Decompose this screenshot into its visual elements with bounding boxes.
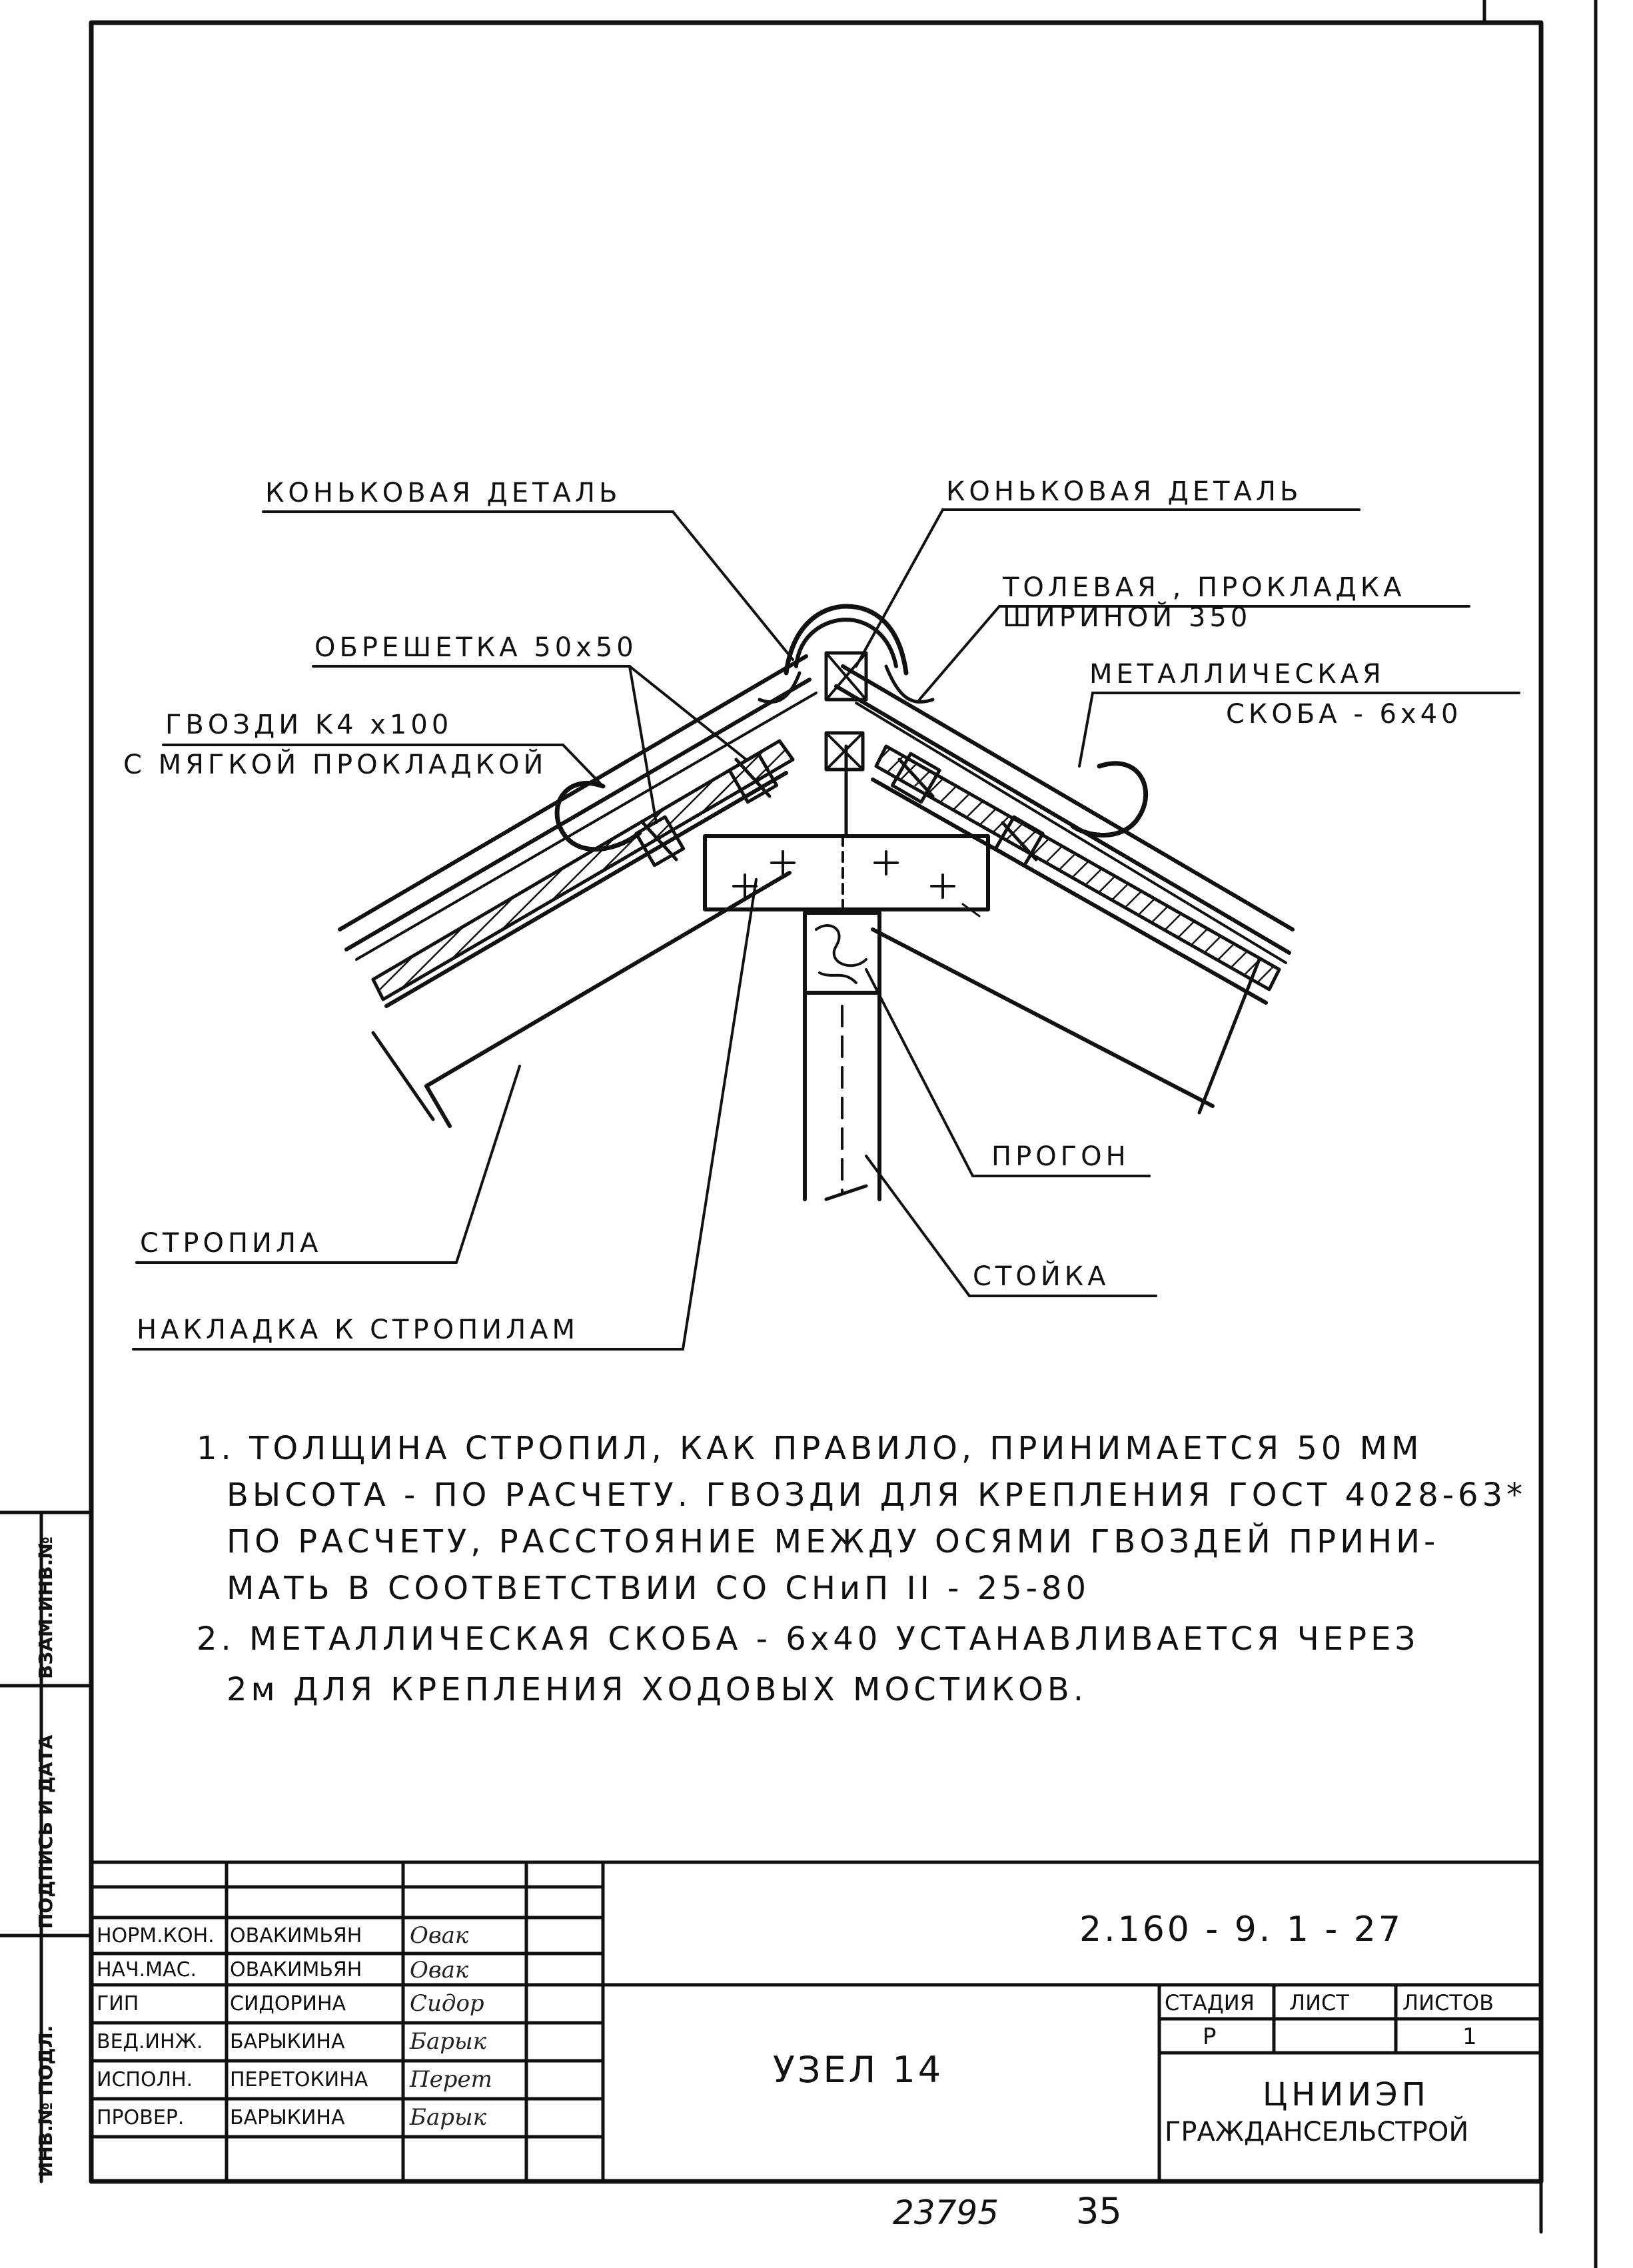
label-ridge-detail-right: КОНЬКОВАЯ ДЕТАЛЬ xyxy=(946,476,1303,507)
purlin-post xyxy=(805,913,879,1199)
note-1-line-2: ВЫСОТА - ПО РАСЧЕТУ. ГВОЗДИ ДЛЯ КРЕПЛЕНИЯ ГОСТ 4028-63* xyxy=(227,1476,1527,1514)
label-roofing-felt-width: ШИРИНОЙ 350 xyxy=(1003,602,1252,633)
archive-number: 23795 xyxy=(893,2193,999,2232)
label-post: СТОЙКА xyxy=(973,1261,1110,1292)
note-2-line-1: 2. МЕТАЛЛИЧЕСКАЯ СКОБА - 6x40 УСТАНАВЛИВАЕТСЯ ЧЕРЕЗ xyxy=(197,1620,1420,1658)
sheet-header: ЛИСТ xyxy=(1289,1990,1349,2015)
role-checker: ПРОВЕР. xyxy=(97,2106,185,2129)
page-number: 35 xyxy=(1076,2190,1122,2232)
name-chief-engineer: СИДОРИНА xyxy=(230,1992,346,2015)
label-rafter-plate: НАКЛАДКА К СТРОПИЛАМ xyxy=(137,1315,580,1345)
label-nails-pad: С МЯГКОЙ ПРОКЛАДКОЙ xyxy=(123,750,548,780)
stage-value: Р xyxy=(1203,2023,1217,2050)
side-stamp-sign-date: ПОДПИСЬ И ДАТА xyxy=(35,1734,57,1929)
name-executor: ПЕРЕТОКИНА xyxy=(230,2068,368,2091)
name-norm-control: ОВАКИМЬЯН xyxy=(230,1924,362,1948)
note-2-line-2: 2м ДЛЯ КРЕПЛЕНИЯ ХОДОВЫХ МОСТИКОВ. xyxy=(227,1671,1088,1708)
label-roofing-felt: ТОЛЕВАЯ , ПРОКЛАДКА xyxy=(1003,572,1406,603)
sheets-value: 1 xyxy=(1462,2023,1477,2050)
side-stamp-inv-no: ИНВ.№ ПОДЛ. xyxy=(35,2025,57,2177)
signature-chief-engineer: Сидор xyxy=(410,1990,484,2017)
role-chief-engineer: ГИП xyxy=(97,1992,139,2015)
stage-header: СТАДИЯ xyxy=(1165,1990,1255,2015)
sheets-header: ЛИСТОВ xyxy=(1402,1990,1494,2015)
label-metal-bracket: МЕТАЛЛИЧЕСКАЯ xyxy=(1089,659,1385,690)
signature-executor: Перет xyxy=(410,2066,492,2093)
label-nails: ГВОЗДИ K4 x100 xyxy=(165,710,453,740)
label-metal-bracket-size: СКОБА - 6x40 xyxy=(1226,699,1462,730)
note-1-line-4: МАТЬ В СООТВЕТСТВИИ СО СНиП II - 25-80 xyxy=(227,1570,1091,1607)
drawing-title: УЗЕЛ 14 xyxy=(773,2049,944,2091)
signature-norm-control: Овак xyxy=(410,1922,469,1949)
signature-checker: Барык xyxy=(410,2104,487,2131)
name-dept-head: ОВАКИМЬЯН xyxy=(230,1958,362,1982)
organization-name-line-2: ГРАЖДАНСЕЛЬСТРОЙ xyxy=(1165,2117,1469,2147)
role-dept-head: НАЧ.МАС. xyxy=(97,1958,197,1982)
name-lead-engineer: БАРЫКИНА xyxy=(230,2030,345,2053)
label-lathing: ОБРЕШЕТКА 50x50 xyxy=(314,632,638,663)
note-1-line-1: 1. ТОЛЩИНА СТРОПИЛ, КАК ПРАВИЛО, ПРИНИМАЕТСЯ 50 ММ xyxy=(197,1430,1423,1467)
signature-dept-head: Овак xyxy=(410,1957,469,1984)
label-purlin: ПРОГОН xyxy=(991,1141,1130,1172)
document-code: 2.160 - 9. 1 - 27 xyxy=(1079,1910,1403,1950)
label-rafters: СТРОПИЛА xyxy=(140,1228,322,1259)
name-checker: БАРЫКИНА xyxy=(230,2106,345,2129)
organization-name: ЦНИИЭП xyxy=(1263,2076,1430,2113)
role-lead-engineer: ВЕД.ИНЖ. xyxy=(97,2030,203,2053)
side-stamp-replace-inv: ВЗАМ.ИНВ.№ xyxy=(35,1536,57,1679)
label-ridge-detail-left: КОНЬКОВАЯ ДЕТАЛЬ xyxy=(265,478,622,508)
signature-lead-engineer: Барык xyxy=(410,2028,487,2055)
role-executor: ИСПОЛН. xyxy=(97,2068,193,2091)
note-1-line-3: ПО РАСЧЕТУ, РАССТОЯНИЕ МЕЖДУ ОСЯМИ ГВОЗДЕЙ ПРИНИ- xyxy=(227,1523,1440,1560)
role-norm-control: НОРМ.КОН. xyxy=(97,1924,215,1948)
